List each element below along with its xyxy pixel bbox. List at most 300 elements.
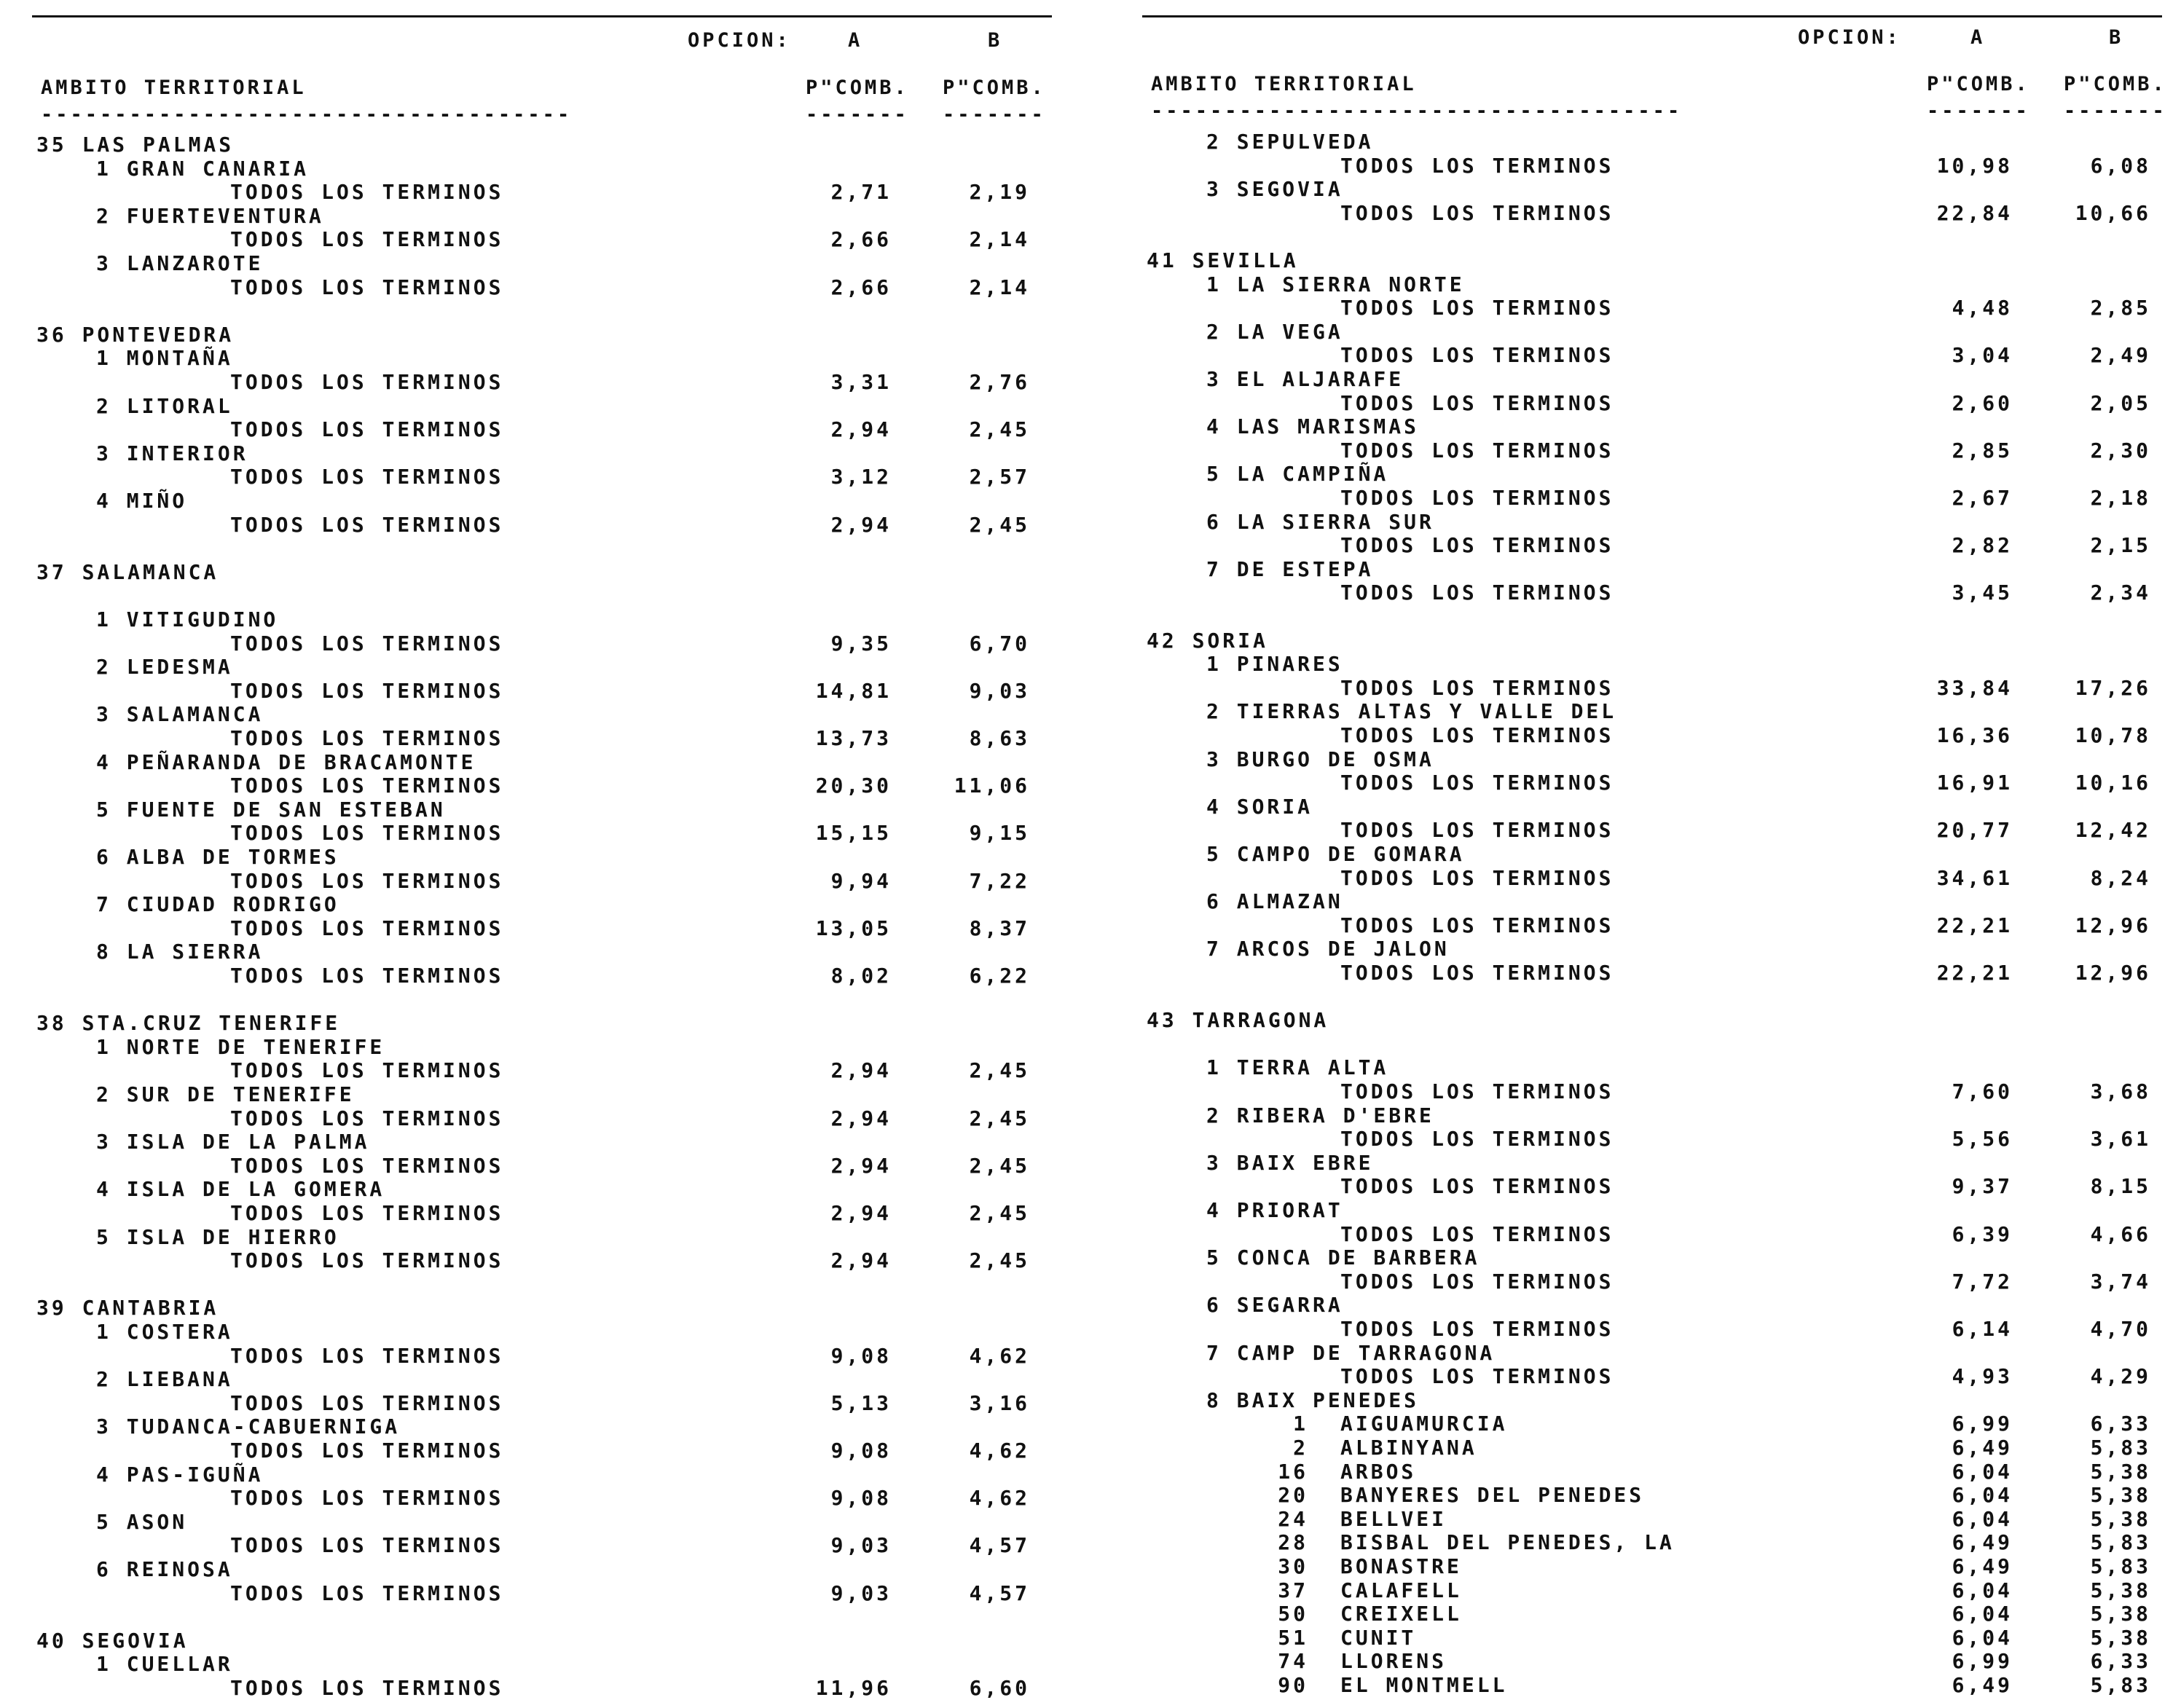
value-option-b: 2,45 xyxy=(969,1153,1030,1178)
district-row xyxy=(1142,1151,2162,1175)
district-label: 7 DE ESTEPA xyxy=(1206,556,1374,581)
municipality-code: 1 xyxy=(1293,1412,1308,1436)
district-row xyxy=(1142,1055,2162,1079)
muni-row xyxy=(1142,1554,2162,1578)
terms-row xyxy=(1142,1317,2162,1341)
value-option-a: 2,71 xyxy=(830,180,892,205)
terms-label: TODOS LOS TERMINOS xyxy=(230,964,504,988)
value-option-a: 2,82 xyxy=(1952,533,2013,558)
terms-row xyxy=(32,821,1052,845)
value-option-a: 6,04 xyxy=(1952,1602,2013,1626)
province-label: 43 TARRAGONA xyxy=(1147,1008,1329,1033)
terms-label: TODOS LOS TERMINOS xyxy=(1340,913,1614,937)
value-option-a: 13,73 xyxy=(815,726,892,750)
district-label: 7 ARCOS DE JALON xyxy=(1206,937,1450,961)
district-row xyxy=(1142,1103,2162,1127)
value-option-a: 6,04 xyxy=(1952,1459,2013,1484)
value-option-a: 6,04 xyxy=(1952,1506,2013,1531)
value-option-a: 7,72 xyxy=(1952,1269,2013,1294)
value-option-b: 2,85 xyxy=(2090,296,2151,320)
value-option-b: 4,57 xyxy=(969,1581,1030,1605)
district-row xyxy=(1142,367,2162,391)
province-row xyxy=(1142,629,2162,653)
terms-row xyxy=(1142,581,2162,605)
value-option-a: 6,99 xyxy=(1952,1649,2013,1674)
spacer-row xyxy=(1142,1032,2162,1056)
district-label: 3 BURGO DE OSMA xyxy=(1206,747,1434,771)
district-row xyxy=(32,1035,1052,1059)
district-label: 6 ALBA DE TORMES xyxy=(96,845,339,869)
value-option-b: 2,45 xyxy=(969,1058,1030,1083)
district-label: 2 SUR DE TENERIFE xyxy=(96,1082,355,1106)
district-row xyxy=(32,441,1052,465)
district-row xyxy=(1142,414,2162,438)
value-option-a: 10,98 xyxy=(1936,153,2013,178)
ambito-rule: ------------------------------------ xyxy=(1151,100,1683,122)
opcion-label: OPCION: xyxy=(688,29,791,52)
muni-label: ARBOS xyxy=(1340,1459,1417,1484)
value-option-a: 22,21 xyxy=(1936,961,2013,985)
muni-row xyxy=(1142,1626,2162,1650)
district-label: 3 SEGOVIA xyxy=(1206,177,1343,202)
spacer-row xyxy=(1142,985,2162,1009)
value-option-a: 16,91 xyxy=(1936,771,2013,795)
district-label: 6 SEGARRA xyxy=(1206,1293,1343,1318)
district-label: 2 LIEBANA xyxy=(96,1367,233,1392)
terms-label: TODOS LOS TERMINOS xyxy=(1340,581,1614,605)
province-row xyxy=(32,1296,1052,1320)
value-option-b: 8,24 xyxy=(2090,865,2151,890)
value-option-b: 5,38 xyxy=(2090,1578,2151,1602)
district-row xyxy=(32,1177,1052,1201)
muni-label: BISBAL DEL PENEDES, LA xyxy=(1340,1530,1675,1555)
muni-row xyxy=(1142,1530,2162,1554)
value-option-a: 2,60 xyxy=(1952,390,2013,415)
district-label: 1 COSTERA xyxy=(96,1320,233,1344)
value-option-b: 5,83 xyxy=(2090,1554,2151,1578)
value-option-b: 5,83 xyxy=(2090,1530,2151,1555)
district-row xyxy=(1142,130,2162,154)
district-row xyxy=(32,1463,1052,1487)
district-row xyxy=(32,607,1052,631)
value-option-b: 5,38 xyxy=(2090,1625,2151,1650)
district-row xyxy=(1142,510,2162,534)
value-option-b: 5,83 xyxy=(2090,1436,2151,1460)
muni-label: CREIXELL xyxy=(1340,1602,1462,1626)
terms-row xyxy=(32,1676,1052,1700)
value-option-b: 6,22 xyxy=(969,964,1030,988)
terms-label: TODOS LOS TERMINOS xyxy=(1340,818,1614,843)
district-row xyxy=(32,251,1052,275)
district-label: 5 CONCA DE BARBERA xyxy=(1206,1245,1480,1270)
value-option-a: 2,94 xyxy=(830,1153,892,1178)
terms-row xyxy=(1142,771,2162,795)
value-option-b: 2,45 xyxy=(969,417,1030,442)
district-label: 2 FUERTEVENTURA xyxy=(96,203,324,228)
value-option-b: 7,22 xyxy=(969,868,1030,893)
province-row xyxy=(32,323,1052,347)
value-option-b: 9,03 xyxy=(969,678,1030,703)
value-option-b: 10,66 xyxy=(2075,200,2151,225)
terms-label: TODOS LOS TERMINOS xyxy=(1340,343,1614,368)
value-option-b: 3,74 xyxy=(2090,1269,2151,1294)
terms-label: TODOS LOS TERMINOS xyxy=(1340,1317,1614,1341)
terms-row xyxy=(32,774,1052,798)
ambito-label: AMBITO TERRITORIAL xyxy=(41,76,307,99)
terms-label: TODOS LOS TERMINOS xyxy=(1340,1364,1614,1389)
value-option-a: 2,94 xyxy=(830,1106,892,1130)
terms-label: TODOS LOS TERMINOS xyxy=(1340,961,1614,985)
municipality-code: 74 xyxy=(1278,1649,1308,1674)
col-b-label: P"COMB. xyxy=(943,76,1046,99)
spacer-row xyxy=(32,1272,1052,1296)
district-row xyxy=(1142,1388,2162,1412)
province-label: 41 SEVILLA xyxy=(1147,248,1299,272)
value-option-b: 5,38 xyxy=(2090,1483,2151,1508)
value-option-b: 9,15 xyxy=(969,821,1030,846)
terms-row xyxy=(1142,913,2162,937)
value-option-a: 2,94 xyxy=(830,512,892,537)
terms-row xyxy=(1142,1079,2162,1103)
district-row xyxy=(32,157,1052,181)
district-label: 3 LANZAROTE xyxy=(96,251,264,275)
terms-label: TODOS LOS TERMINOS xyxy=(1340,390,1614,415)
value-option-b: 10,78 xyxy=(2075,723,2151,747)
terms-label: TODOS LOS TERMINOS xyxy=(230,1058,504,1083)
district-row xyxy=(32,1130,1052,1154)
terms-row xyxy=(1142,533,2162,557)
terms-label: TODOS LOS TERMINOS xyxy=(1340,1174,1614,1199)
province-row xyxy=(1142,1008,2162,1032)
muni-row xyxy=(1142,1507,2162,1531)
district-row xyxy=(1142,652,2162,676)
province-label: 39 CANTABRIA xyxy=(36,1296,219,1321)
terms-row xyxy=(32,180,1052,204)
value-option-a: 7,60 xyxy=(1952,1079,2013,1103)
terms-label: TODOS LOS TERMINOS xyxy=(230,227,504,252)
district-row xyxy=(32,489,1052,513)
terms-label: TODOS LOS TERMINOS xyxy=(1340,1269,1614,1294)
value-option-a: 9,08 xyxy=(830,1439,892,1463)
value-option-b: 6,33 xyxy=(2090,1649,2151,1674)
value-option-a: 9,03 xyxy=(830,1533,892,1558)
district-row xyxy=(32,702,1052,726)
value-option-a: 6,49 xyxy=(1952,1436,2013,1460)
value-option-b: 5,38 xyxy=(2090,1506,2151,1531)
district-row xyxy=(1142,937,2162,961)
district-label: 4 ISLA DE LA GOMERA xyxy=(96,1177,385,1202)
district-row xyxy=(1142,462,2162,486)
terms-label: TODOS LOS TERMINOS xyxy=(1340,438,1614,463)
value-option-a: 33,84 xyxy=(1936,675,2013,700)
terms-label: TODOS LOS TERMINOS xyxy=(1340,296,1614,320)
value-option-b: 4,70 xyxy=(2090,1317,2151,1341)
value-option-a: 3,12 xyxy=(830,465,892,489)
value-option-b: 2,05 xyxy=(2090,390,2151,415)
value-option-b: 12,42 xyxy=(2075,818,2151,843)
terms-row xyxy=(1142,438,2162,463)
value-option-b: 2,14 xyxy=(969,275,1030,299)
district-row xyxy=(1142,557,2162,581)
muni-label: CUNIT xyxy=(1340,1625,1417,1650)
terms-row xyxy=(32,1581,1052,1605)
value-option-b: 2,76 xyxy=(969,370,1030,394)
right-column xyxy=(1142,0,2167,1708)
spacer-row xyxy=(1142,605,2162,629)
muni-label: CALAFELL xyxy=(1340,1578,1462,1602)
value-option-a: 5,56 xyxy=(1952,1127,2013,1152)
district-label: 2 TIERRAS ALTAS Y VALLE DEL xyxy=(1206,699,1617,724)
value-option-b: 12,96 xyxy=(2075,913,2151,937)
district-row xyxy=(32,655,1052,679)
terms-label: TODOS LOS TERMINOS xyxy=(230,370,504,394)
terms-row xyxy=(32,1201,1052,1225)
district-label: 2 LITORAL xyxy=(96,393,233,418)
municipality-code: 90 xyxy=(1278,1673,1308,1697)
district-label: 8 LA SIERRA xyxy=(96,940,264,964)
district-label: 5 FUENTE DE SAN ESTEBAN xyxy=(96,797,446,822)
value-option-a: 22,21 xyxy=(1936,913,2013,937)
value-option-a: 9,08 xyxy=(830,1343,892,1368)
value-option-b: 2,57 xyxy=(969,465,1030,489)
value-option-a: 20,77 xyxy=(1936,818,2013,843)
col-a-label: P"COMB. xyxy=(1927,73,2030,95)
district-row xyxy=(1142,1293,2162,1317)
value-option-b: 10,16 xyxy=(2075,771,2151,795)
value-option-a: 5,13 xyxy=(830,1390,892,1415)
terms-row xyxy=(1142,676,2162,700)
district-row xyxy=(1142,889,2162,913)
terms-row xyxy=(32,726,1052,750)
value-option-a: 6,49 xyxy=(1952,1673,2013,1697)
district-row xyxy=(1142,842,2162,866)
district-row xyxy=(1142,1198,2162,1222)
value-option-a: 16,36 xyxy=(1936,723,2013,747)
district-label: 1 VITIGUDINO xyxy=(96,607,279,631)
province-label: 36 PONTEVEDRA xyxy=(36,322,235,347)
value-option-a: 6,39 xyxy=(1952,1221,2013,1246)
col-b-label: P"COMB. xyxy=(2064,73,2167,95)
municipality-code: 30 xyxy=(1278,1554,1308,1578)
terms-label: TODOS LOS TERMINOS xyxy=(230,1439,504,1463)
value-option-b: 6,60 xyxy=(969,1676,1030,1700)
district-row xyxy=(32,1320,1052,1344)
district-label: 3 EL ALJARAFE xyxy=(1206,367,1404,391)
value-option-b: 2,45 xyxy=(969,1201,1030,1225)
district-label: 5 CAMPO DE GOMARA xyxy=(1206,842,1465,866)
district-label: 6 LA SIERRA SUR xyxy=(1206,509,1434,534)
terms-row xyxy=(1142,723,2162,747)
value-option-b: 5,83 xyxy=(2090,1673,2151,1697)
terms-row xyxy=(32,227,1052,251)
value-option-a: 34,61 xyxy=(1936,865,2013,890)
value-option-b: 6,08 xyxy=(2090,153,2151,178)
muni-label: BANYERES DEL PENEDES xyxy=(1340,1483,1645,1508)
terms-row xyxy=(32,1106,1052,1130)
option-a-label: A xyxy=(1970,26,1986,49)
district-row xyxy=(32,1414,1052,1439)
value-option-a: 20,30 xyxy=(815,774,892,798)
top-rule xyxy=(32,15,1052,17)
province-row xyxy=(32,1629,1052,1653)
district-row xyxy=(1142,1245,2162,1270)
value-option-b: 2,15 xyxy=(2090,533,2151,558)
terms-label: TODOS LOS TERMINOS xyxy=(230,417,504,442)
district-label: 5 ISLA DE HIERRO xyxy=(96,1224,339,1249)
value-option-b: 3,16 xyxy=(969,1390,1030,1415)
terms-label: TODOS LOS TERMINOS xyxy=(230,1106,504,1130)
district-label: 2 SEPULVEDA xyxy=(1206,130,1374,154)
terms-row xyxy=(32,679,1052,703)
col-a-rule: ------- xyxy=(1927,100,2030,122)
muni-label: ALBINYANA xyxy=(1340,1436,1477,1460)
value-option-a: 2,67 xyxy=(1952,486,2013,510)
value-option-b: 5,38 xyxy=(2090,1602,2151,1626)
terms-label: TODOS LOS TERMINOS xyxy=(230,1248,504,1273)
value-option-a: 2,94 xyxy=(830,1248,892,1273)
terms-row xyxy=(32,1391,1052,1415)
district-label: 7 CAMP DE TARRAGONA xyxy=(1206,1340,1496,1365)
spacer-row xyxy=(32,299,1052,323)
district-label: 8 BAIX PENEDES xyxy=(1206,1388,1420,1412)
muni-row xyxy=(1142,1602,2162,1626)
terms-row xyxy=(1142,154,2162,178)
district-label: 4 PEÑARANDA DE BRACAMONTE xyxy=(96,749,476,774)
value-option-a: 15,15 xyxy=(815,821,892,846)
value-option-a: 9,35 xyxy=(830,631,892,656)
option-b-label: B xyxy=(2109,26,2124,49)
district-row xyxy=(1142,177,2162,201)
value-option-b: 4,62 xyxy=(969,1486,1030,1511)
value-option-b: 2,30 xyxy=(2090,438,2151,463)
option-a-label: A xyxy=(848,29,863,52)
terms-label: TODOS LOS TERMINOS xyxy=(230,1390,504,1415)
muni-row xyxy=(1142,1483,2162,1507)
district-label: 3 BAIX EBRE xyxy=(1206,1150,1374,1175)
left-column xyxy=(32,0,1052,1708)
terms-label: TODOS LOS TERMINOS xyxy=(1340,533,1614,558)
value-option-b: 5,38 xyxy=(2090,1459,2151,1484)
terms-row xyxy=(32,513,1052,537)
value-option-b: 2,34 xyxy=(2090,581,2151,605)
terms-row xyxy=(1142,296,2162,320)
terms-label: TODOS LOS TERMINOS xyxy=(1340,1221,1614,1246)
col-a-label: P"COMB. xyxy=(806,76,909,99)
value-option-a: 4,93 xyxy=(1952,1364,2013,1389)
terms-row xyxy=(1142,391,2162,415)
district-label: 6 ALMAZAN xyxy=(1206,889,1343,914)
spacer-row xyxy=(32,988,1052,1012)
col-a-rule: ------- xyxy=(806,103,909,126)
value-option-b: 2,18 xyxy=(2090,486,2151,510)
district-row xyxy=(32,798,1052,822)
terms-row xyxy=(32,1344,1052,1368)
district-label: 4 LAS MARISMAS xyxy=(1206,414,1420,439)
muni-label: LLORENS xyxy=(1340,1649,1447,1674)
terms-label: TODOS LOS TERMINOS xyxy=(1340,153,1614,178)
district-label: 7 CIUDAD RODRIGO xyxy=(96,892,339,917)
district-label: 1 PINARES xyxy=(1206,652,1343,677)
value-option-a: 9,37 xyxy=(1952,1174,2013,1199)
district-row xyxy=(32,940,1052,964)
terms-label: TODOS LOS TERMINOS xyxy=(1340,1127,1614,1152)
col-b-rule: ------- xyxy=(2064,100,2167,122)
terms-label: TODOS LOS TERMINOS xyxy=(1340,486,1614,510)
district-row xyxy=(32,1557,1052,1581)
terms-row xyxy=(32,916,1052,940)
district-row xyxy=(32,1510,1052,1534)
terms-row xyxy=(1142,866,2162,890)
value-option-b: 2,45 xyxy=(969,1106,1030,1130)
terms-label: TODOS LOS TERMINOS xyxy=(230,916,504,940)
value-option-a: 9,94 xyxy=(830,868,892,893)
municipality-code: 51 xyxy=(1278,1625,1308,1650)
value-option-a: 6,49 xyxy=(1952,1554,2013,1578)
value-option-a: 2,66 xyxy=(830,227,892,252)
terms-row xyxy=(1142,1127,2162,1151)
terms-label: TODOS LOS TERMINOS xyxy=(1340,675,1614,700)
terms-row xyxy=(1142,1222,2162,1246)
terms-row xyxy=(1142,961,2162,985)
district-row xyxy=(1142,747,2162,771)
value-option-a: 6,49 xyxy=(1952,1530,2013,1555)
province-row xyxy=(32,1011,1052,1035)
muni-label: EL MONTMELL xyxy=(1340,1673,1508,1697)
value-option-b: 6,33 xyxy=(2090,1412,2151,1436)
district-label: 2 LEDESMA xyxy=(96,655,233,680)
ambito-label: AMBITO TERRITORIAL xyxy=(1151,73,1417,95)
value-option-a: 6,04 xyxy=(1952,1483,2013,1508)
spacer-row xyxy=(32,583,1052,607)
municipality-code: 2 xyxy=(1293,1436,1308,1460)
value-option-b: 12,96 xyxy=(2075,961,2151,985)
terms-row xyxy=(32,417,1052,441)
district-row xyxy=(32,1367,1052,1391)
terms-row xyxy=(32,465,1052,489)
terms-row xyxy=(32,1058,1052,1082)
province-row xyxy=(1142,248,2162,272)
terms-row xyxy=(32,869,1052,893)
value-option-b: 4,62 xyxy=(969,1343,1030,1368)
terms-row xyxy=(32,631,1052,656)
value-option-a: 8,02 xyxy=(830,964,892,988)
value-option-b: 8,63 xyxy=(969,726,1030,750)
value-option-a: 3,31 xyxy=(830,370,892,394)
value-option-a: 3,45 xyxy=(1952,581,2013,605)
value-option-a: 9,03 xyxy=(830,1581,892,1605)
terms-row xyxy=(1142,1364,2162,1388)
district-label: 2 LA VEGA xyxy=(1206,319,1343,344)
district-label: 1 MONTAÑA xyxy=(96,346,233,371)
terms-label: TODOS LOS TERMINOS xyxy=(230,1676,504,1700)
terms-label: TODOS LOS TERMINOS xyxy=(230,465,504,489)
district-label: 5 LA CAMPIÑA xyxy=(1206,462,1389,487)
district-label: 3 SALAMANCA xyxy=(96,702,264,727)
terms-row xyxy=(1142,201,2162,225)
district-label: 3 TUDANCA-CABUERNIGA xyxy=(96,1414,401,1439)
province-label: 40 SEGOVIA xyxy=(36,1628,189,1653)
value-option-b: 2,19 xyxy=(969,180,1030,205)
terms-label: TODOS LOS TERMINOS xyxy=(230,726,504,750)
municipality-code: 50 xyxy=(1278,1602,1308,1626)
muni-label: BELLVEI xyxy=(1340,1506,1447,1531)
muni-row xyxy=(1142,1460,2162,1484)
value-option-b: 3,61 xyxy=(2090,1127,2151,1152)
terms-label: TODOS LOS TERMINOS xyxy=(230,1343,504,1368)
value-option-a: 13,05 xyxy=(815,916,892,940)
value-option-b: 17,26 xyxy=(2075,675,2151,700)
terms-row xyxy=(32,370,1052,394)
